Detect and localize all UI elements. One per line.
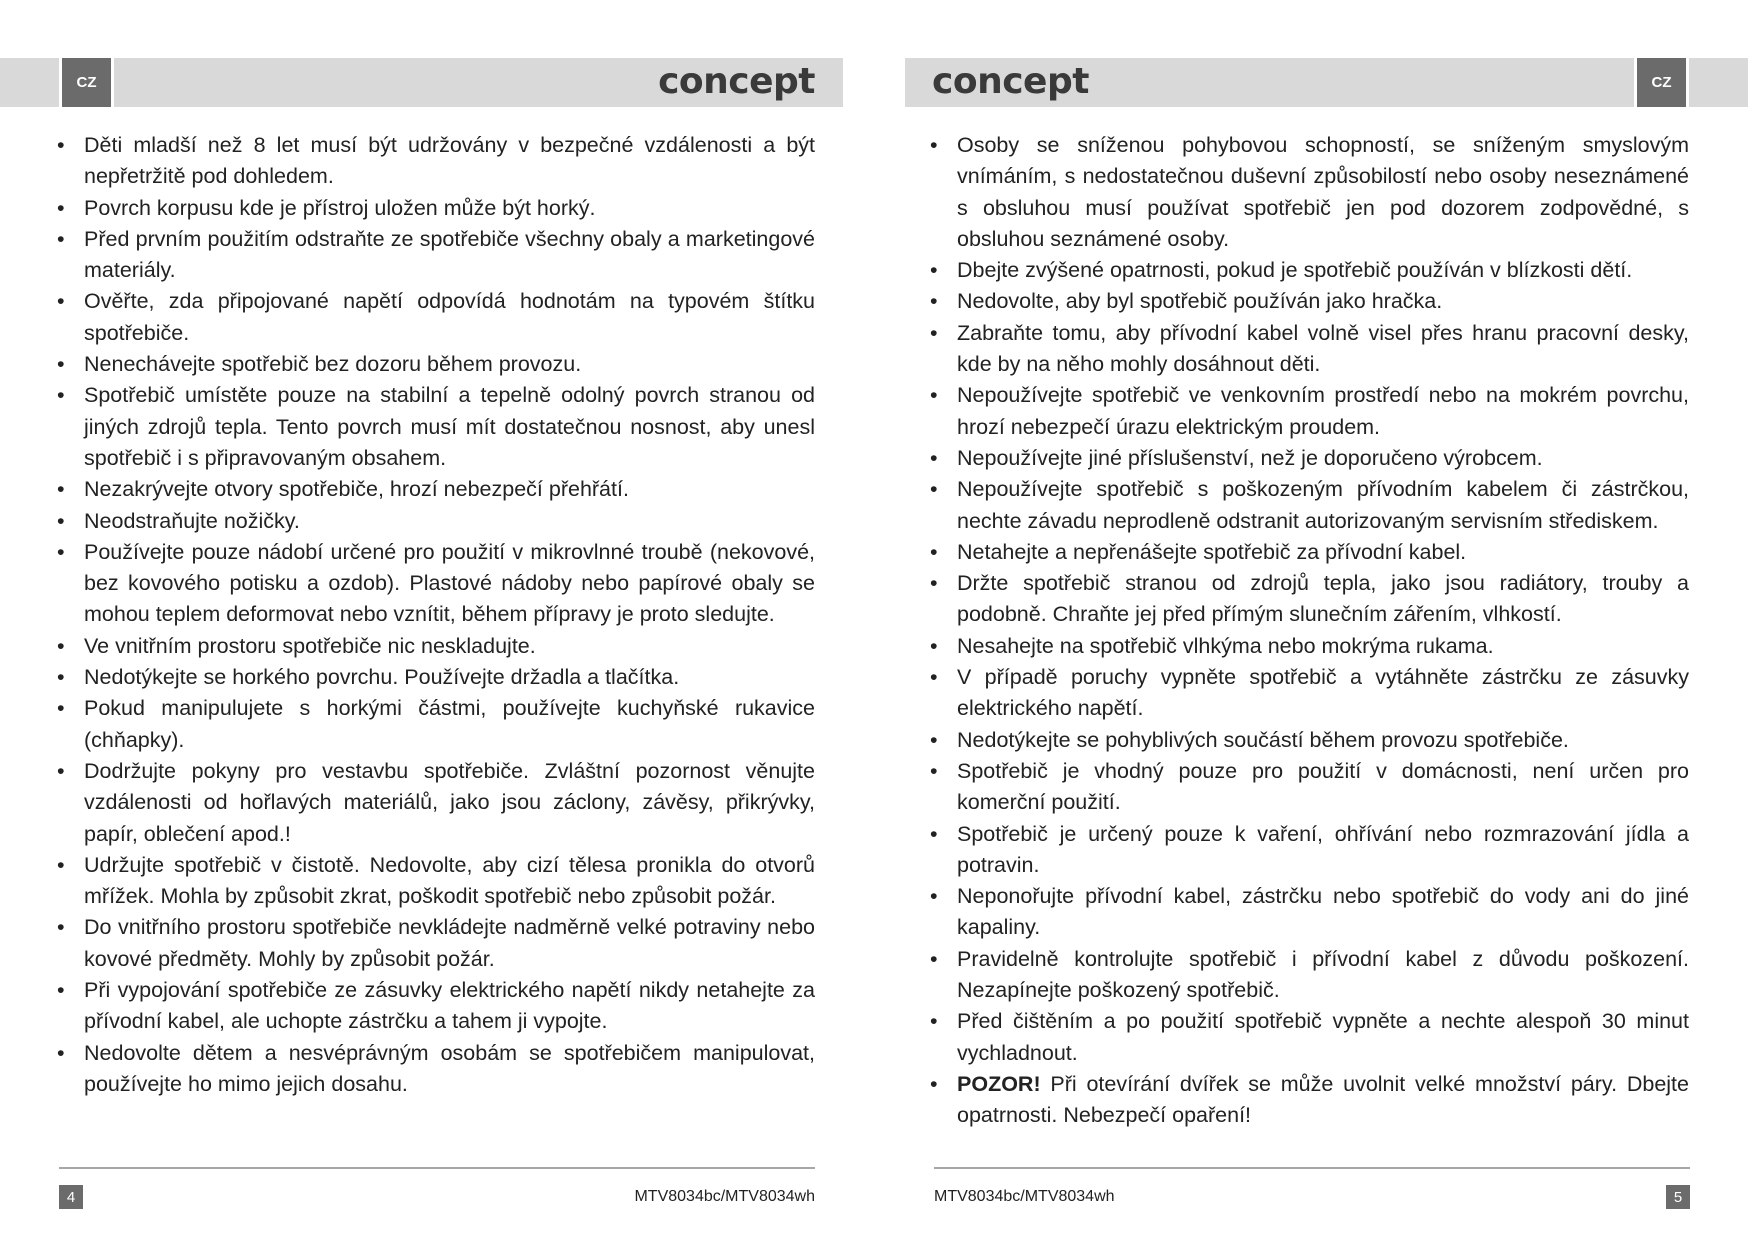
list-item: • Spotřebič je vhodný pouze pro použití v domácnosti, není určen pro komerční použití. bbox=[930, 756, 1689, 819]
list-item: • Před prvním použitím odstraňte ze spotřebiče všechny obaly a marketingové materiály. bbox=[57, 224, 815, 287]
list-item: • Nedovolte dětem a nesvéprávným osobám se spotřebičem manipulovat, používejte ho mimo jejich dosahu. bbox=[57, 1038, 815, 1101]
list-item: • Držte spotřebič stranou od zdrojů tepla, jako jsou radiátory, trouby a podobně. Chraňte jej před přímým slunečním zářením, vlhkostí. bbox=[930, 568, 1689, 631]
list-item: • Nepoužívejte jiné příslušenství, než je doporučeno výrobcem. bbox=[930, 443, 1689, 474]
badge-gap bbox=[1686, 58, 1689, 107]
brand-logo-right: concept bbox=[932, 61, 1089, 102]
list-item: • Při vypojování spotřebiče ze zásuvky elektrického napětí nikdy netahejte za přívodní kabel, ale uchopte zástrčku a tahem ji vypojte. bbox=[57, 975, 815, 1038]
list-item: • Pravidelně kontrolujte spotřebič i přívodní kabel z důvodu poškození. Nezapínejte poškozený spotřebič. bbox=[930, 944, 1689, 1007]
warning-item bbox=[930, 1069, 1689, 1132]
list-item: • Spotřebič umístěte pouze na stabilní a tepelně odolný povrch stranou od jiných zdrojů tepla. Tento povrch musí mít dostatečnou nosnost, aby unesl spotřebič i s připravovaným obsahem. bbox=[57, 380, 815, 474]
list-item: • Osoby se sníženou pohybovou schopností, se sníženým smyslovým vnímáním, s nedostatečnou duševní způsobilostí nebo osoby neseznámené s obsluhou musí používat spotřebič jen pod dozorem zodpovědné, s obsluhou seznámené osoby. bbox=[930, 130, 1689, 255]
right-page-content bbox=[930, 130, 1689, 1132]
list-item: • Nedotýkejte se pohyblivých součástí během provozu spotřebiče. bbox=[930, 725, 1689, 756]
list-item: • Neponořujte přívodní kabel, zástrčku nebo spotřebič do vody ani do jiné kapaliny. bbox=[930, 881, 1689, 944]
page-number-left: 4 bbox=[59, 1185, 83, 1209]
model-number-left: MTV8034bc/MTV8034wh bbox=[634, 1188, 815, 1205]
list-item: • Neodstraňujte nožičky. bbox=[57, 506, 815, 537]
list-item: • Pokud manipulujete s horkými částmi, používejte kuchyňské rukavice (chňapky). bbox=[57, 693, 815, 756]
list-item: • Používejte pouze nádobí určené pro použití v mikrovlnné troubě (nekovové, bez kovového potisku a ozdob). Plastové nádoby nebo papírové obaly se mohou teplem deformovat nebo vznítit, během přípravy je proto sledujte. bbox=[57, 537, 815, 631]
model-number-right: MTV8034bc/MTV8034wh bbox=[934, 1188, 1115, 1205]
list-item: • Ve vnitřním prostoru spotřebiče nic neskladujte. bbox=[57, 631, 815, 662]
list-item: • Nenechávejte spotřebič bez dozoru během provozu. bbox=[57, 349, 815, 380]
list-item: • V případě poruchy vypněte spotřebič a vytáhněte zástrčku ze zásuvky elektrického napětí. bbox=[930, 662, 1689, 725]
page-number-right: 5 bbox=[1666, 1185, 1690, 1209]
list-item: • Nezakrývejte otvory spotřebiče, hrozí nebezpečí přehřátí. bbox=[57, 474, 815, 505]
list-item: • Před čištěním a po použití spotřebič vypněte a nechte alespoň 30 minut vychladnout. bbox=[930, 1006, 1689, 1069]
list-item: • Spotřebič je určený pouze k vaření, ohřívání nebo rozmrazování jídla a potravin. bbox=[930, 819, 1689, 882]
list-item: • Ověřte, zda připojované napětí odpovídá hodnotám na typovém štítku spotřebiče. bbox=[57, 286, 815, 349]
list-item: • Nedovolte, aby byl spotřebič používán jako hračka. bbox=[930, 286, 1689, 317]
footer-rule-right bbox=[934, 1167, 1690, 1169]
warning-label: POZOR! bbox=[957, 1071, 1041, 1096]
safety-list-right bbox=[930, 130, 1689, 1132]
list-item: • Udržujte spotřebič v čistotě. Nedovolte, aby cizí tělesa pronikla do otvorů mřížek. Mohla by způsobit zkrat, poškodit spotřebič nebo způsobit požár. bbox=[57, 850, 815, 913]
footer-rule-left bbox=[59, 1167, 815, 1169]
list-item: • Zabraňte tomu, aby přívodní kabel volně visel přes hranu pracovní desky, kde by na něho mohly dosáhnout děti. bbox=[930, 318, 1689, 381]
list-item: • Dbejte zvýšené opatrnosti, pokud je spotřebič používán v blízkosti dětí. bbox=[930, 255, 1689, 286]
language-badge-left: CZ bbox=[62, 58, 111, 107]
list-item: • Nedotýkejte se horkého povrchu. Používejte držadla a tlačítka. bbox=[57, 662, 815, 693]
warning-text: Při otevírání dvířek se může uvolnit velké množství páry. Dbejte opatrnosti. Nebezpečí opaření! bbox=[957, 1071, 1689, 1128]
brand-logo-left: concept bbox=[658, 61, 815, 102]
list-item: • Dodržujte pokyny pro vestavbu spotřebiče. Zvláštní pozornost věnujte vzdálenosti od hořlavých materiálů, jako jsou záclony, závěsy, přikrývky, papír, oblečení apod.! bbox=[57, 756, 815, 850]
safety-list-left bbox=[57, 130, 815, 1100]
list-item: • Děti mladší než 8 let musí být udržovány v bezpečné vzdálenosti a být nepřetržitě pod dohledem. bbox=[57, 130, 815, 193]
language-badge-right: CZ bbox=[1637, 58, 1686, 107]
list-item: • Povrch korpusu kde je přístroj uložen může být horký. bbox=[57, 193, 815, 224]
list-item: • Nepoužívejte spotřebič ve venkovním prostředí nebo na mokrém povrchu, hrozí nebezpečí úrazu elektrickým proudem. bbox=[930, 380, 1689, 443]
list-item: • Netahejte a nepřenášejte spotřebič za přívodní kabel. bbox=[930, 537, 1689, 568]
list-item: • Do vnitřního prostoru spotřebiče nevkládejte nadměrně velké potraviny nebo kovové předměty. Mohly by způsobit požár. bbox=[57, 912, 815, 975]
badge-gap bbox=[111, 58, 114, 107]
list-item: • Nesahejte na spotřebič vlhkýma nebo mokrýma rukama. bbox=[930, 631, 1689, 662]
list-item: • Nepoužívejte spotřebič s poškozeným přívodním kabelem či zástrčkou, nechte závadu neprodleně odstranit autorizovaným servisním střediskem. bbox=[930, 474, 1689, 537]
left-page-content bbox=[57, 130, 815, 1100]
